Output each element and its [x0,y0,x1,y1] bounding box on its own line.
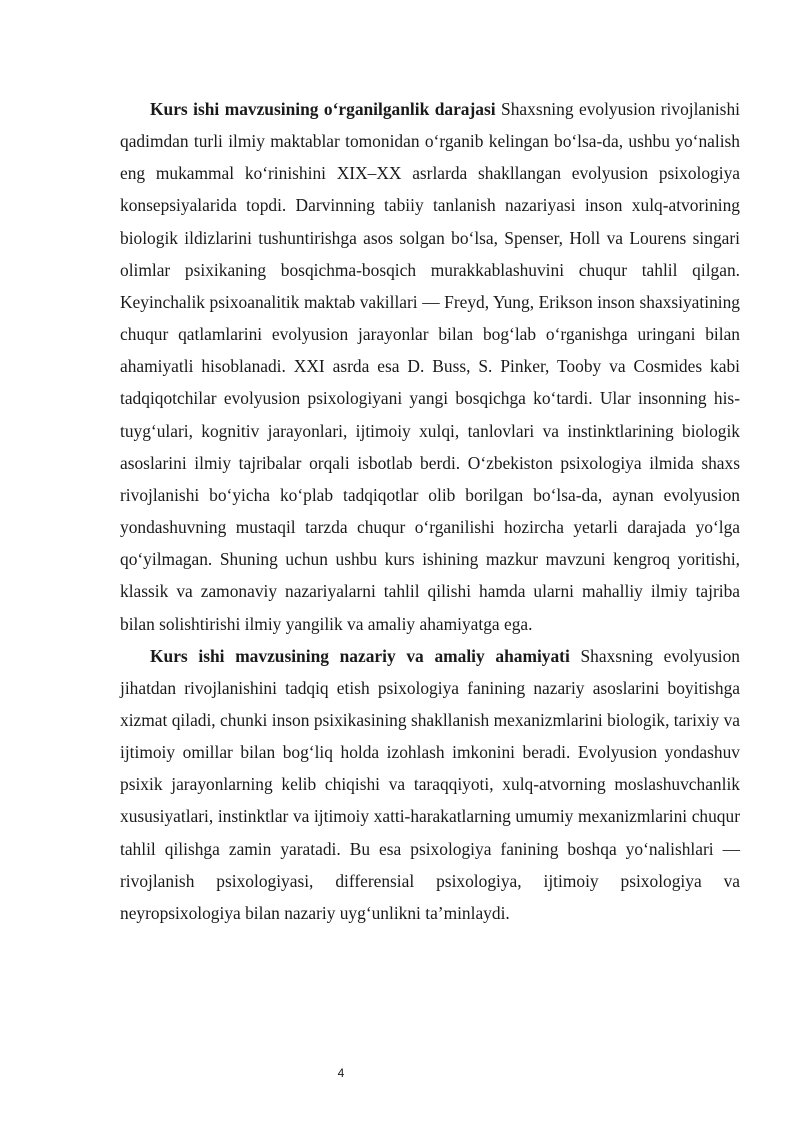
paragraph-significance [120,640,740,929]
paragraph-body: Shaxsning evolyusion jihatdan rivojlanishini tadqiq etish psixologiya fanining nazariy asoslarini boyitishga xizmat qiladi, chunki inson psixikasining shakllanish mexanizmlarini biologik, tarixiy va ijtimoiy omillar bilan bog‘liq holda izohlash imkonini beradi. Evolyusion yondashuv psixik jarayonlarning kelib chiqishi va taraqqiyoti, xulq-atvorning moslashuvchanlik xususiyatlari, instinktlar va ijtimoiy xatti-harakatlarning umumiy mexanizmlarini chuqur tahlil qilishga zamin yaratadi. Bu esa psixologiya fanining boshqa yo‘nalishlari — rivojlanish psixologiyasi, differensial psixologiya, ijtimoiy psixologiya va neyropsixologiya bilan nazariy uyg‘unlikni ta’minlaydi. [120,645,740,923]
paragraph-heading: Kurs ishi mavzusining o‘rganilganlik darajasi [150,99,496,119]
body-text [120,93,740,929]
paragraph-body: Shaxsning evolyusion rivojlanishi qadimdan turli ilmiy maktablar tomonidan o‘rganib kelingan bo‘lsa-da, ushbu yo‘nalish eng mukammal ko‘rinishini XIX–XX asrlarda shakllangan evolyusion psixologiya konsepsiyalarida topdi. Darvinning tabiiy tanlanish nazariyasi inson xulq-atvorining biologik ildizlarini tushuntirishga asos solgan bo‘lsa, Spenser, Holl va Lourens singari olimlar psixikaning bosqichma-bosqich murakkablashuvini chuqur tahlil qilgan. Keyinchalik psixoanalitik maktab vakillari — Freyd, Yung, Erikson inson shaxsiyatining chuqur qatlamlarini evolyusion jarayonlar bilan bog‘lab o‘rganishga uringani bilan ahamiyatli hisoblanadi. XXI asrda esa D. Buss, S. Pinker, Tooby va Cosmides kabi tadqiqotchilar evolyusion psixologiyani yangi bosqichga ko‘tardi. Ular insonning his-tuyg‘ulari, kognitiv jarayonlari, ijtimoiy xulqi, tanlovlari va instinktlarining biologik asoslarini ilmiy tajribalar orqali isbotlab berdi. O‘zbekiston psixologiya ilmida shaxs rivojlanishi bo‘yicha ko‘plab tadqiqotlar olib borilgan bo‘lsa-da, aynan evolyusion yondashuvning mustaqil tarzda chuqur o‘rganilishi hozircha yetarli darajada yo‘lga qo‘yilmagan. Shuning uchun ushbu kurs ishining mazkur mavzuni kengroq yoritishi, klassik va zamonaviy nazariyalarni tahlil qilishi hamda ularni mahalliy ilmiy tajriba bilan solishtirishi ilmiy yangilik va amaliy ahamiyatga ega. [120,99,740,634]
page-number: 4 [337,1066,345,1080]
paragraph-heading: Kurs ishi mavzusining nazariy va amaliy ahamiyati [150,645,570,666]
paragraph-research-level [120,93,740,640]
